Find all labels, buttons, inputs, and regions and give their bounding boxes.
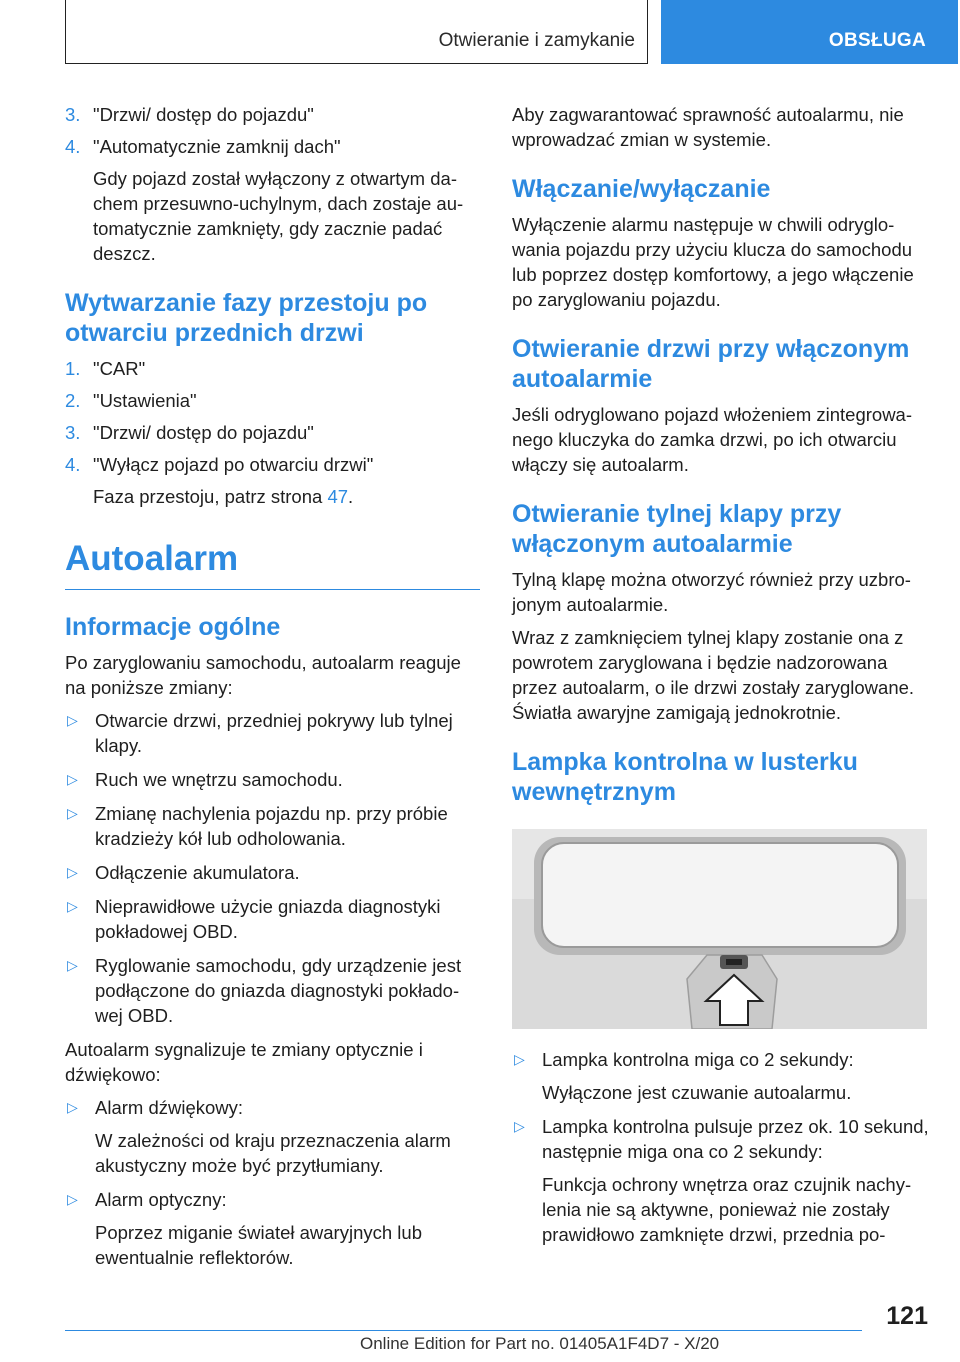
general-intro: Po zaryglowaniu samochodu, autoalarm reaguje na poniższe zmiany: bbox=[65, 652, 461, 698]
trigger-text: Ruch we wnętrzu samochodu. bbox=[95, 769, 343, 790]
triangle-bullet-icon: ▷ bbox=[67, 957, 78, 973]
trigger-text: Odłączenie akumulatora. bbox=[95, 862, 300, 883]
trigger-text: Ryglowanie samochodu, gdy urządzenie jest podłączone do gniazda diagnostyki pokładowej OBD. bbox=[95, 955, 462, 1026]
step-text: "Wyłącz pojazd po otwarciu drzwi" bbox=[93, 454, 374, 475]
triangle-bullet-icon: ▷ bbox=[67, 712, 78, 728]
step-text: "Drzwi/ dostęp do pojazdu" bbox=[93, 104, 314, 125]
heading-doors: Otwieranie drzwi przy włączonym autoalarmie bbox=[512, 335, 910, 393]
signal-detail: Poprzez miganie świateł awaryjnych lub ewentualnie reflektorów. bbox=[95, 1222, 422, 1268]
settings-list-idle bbox=[65, 356, 480, 477]
heading-general-info: Informacje ogólne bbox=[65, 613, 281, 641]
signal-detail: W zależności od kraju przeznaczenia alarm akustyczny może być przytłumiany. bbox=[95, 1130, 451, 1176]
triangle-bullet-icon: ▷ bbox=[67, 864, 78, 880]
footer-divider bbox=[65, 1330, 862, 1331]
trigger-text: Nieprawidłowe użycie gniazda diagnostyki pokładowej OBD. bbox=[95, 896, 441, 942]
step-number: 2. bbox=[65, 390, 81, 411]
indicator-detail: Funkcja ochrony wnętrza oraz czujnik nachylenia nie są aktywne, ponieważ nie zostały prawidłowo zamknięte drzwi, przednia po- bbox=[542, 1174, 912, 1245]
list-item bbox=[65, 860, 480, 885]
list-item bbox=[65, 134, 480, 159]
footer-edition: Online Edition for Part no. 01405A1F4D7 - X/20 bbox=[360, 1334, 720, 1353]
list-item bbox=[65, 452, 480, 477]
list-item bbox=[65, 801, 480, 851]
triangle-bullet-icon: ▷ bbox=[67, 771, 78, 787]
idle-note-text: Faza przestoju, patrz strona bbox=[93, 486, 328, 507]
triangle-bullet-icon: ▷ bbox=[67, 898, 78, 914]
mirror-illustration-svg bbox=[512, 829, 927, 1029]
list-item bbox=[65, 388, 480, 413]
step-number: 3. bbox=[65, 104, 81, 125]
heading-autoalarm: Autoalarm bbox=[65, 539, 480, 590]
page-number: 121 bbox=[886, 1302, 928, 1330]
step-number: 4. bbox=[65, 136, 81, 157]
heading-tailgate: Otwieranie tylnej klapy przy włączonym autoalarmie bbox=[512, 500, 842, 558]
heading-idle-phase: Wytwarzanie fazy przestoju po otwarciu przednich drzwi bbox=[65, 289, 428, 347]
step-text: "Drzwi/ dostęp do pojazdu" bbox=[93, 422, 314, 443]
list-item bbox=[512, 1114, 930, 1247]
list-item bbox=[65, 708, 480, 758]
tailgate-text-2: Wraz z zamknięciem tylnej klapy zostanie ona z powrotem zaryglowana i będzie nadzorowana przez autoalarm, o ile drzwi zostały zaryglowane. Światła awaryjne zamigają jednokrotnie. bbox=[512, 627, 915, 723]
right-column bbox=[512, 102, 930, 1256]
section-tab[interactable] bbox=[661, 0, 958, 64]
triangle-bullet-icon: ▷ bbox=[67, 1191, 78, 1207]
signal-intro: Autoalarm sygnalizuje te zmiany optycznie i dźwiękowo: bbox=[65, 1039, 423, 1085]
list-item bbox=[512, 1047, 930, 1105]
heading-indicator-lamp: Lampka kontrolna w lusterku wewnętrznym bbox=[512, 748, 858, 806]
intro-text: Aby zagwarantować sprawność autoalarmu, nie wprowadzać zmian w systemie. bbox=[512, 104, 904, 150]
list-item bbox=[65, 1095, 480, 1178]
tailgate-text-1: Tylną klapę można otworzyć również przy uzbrojonym autoalarmie. bbox=[512, 569, 911, 615]
idle-note-end: . bbox=[348, 486, 354, 507]
mirror-illustration bbox=[512, 829, 927, 1029]
list-item bbox=[65, 953, 480, 1028]
doors-text: Jeśli odryglowano pojazd włożeniem zintegrowanego kluczyka do zamka drzwi, po ich otwarciu włączy się autoalarm. bbox=[512, 404, 913, 475]
indicator-label: Lampka kontrolna miga co 2 sekundy: bbox=[542, 1049, 854, 1070]
trigger-text: Otwarcie drzwi, przedniej pokrywy lub tylnej klapy. bbox=[95, 710, 453, 756]
list-item bbox=[65, 894, 480, 944]
triangle-bullet-icon: ▷ bbox=[514, 1118, 525, 1134]
trigger-list bbox=[65, 708, 480, 1028]
on-off-text: Wyłączenie alarmu następuje w chwili odryglowania pojazdu przy użyciu klucza do samochodu lub poprzez dostęp komfortowy, a jego włączenie po zaryglowaniu pojazdu. bbox=[512, 214, 914, 310]
roof-note: Gdy pojazd został wyłączony z otwartym dachem przesuwno-uchylnym, dach zostaje automatycznie zamknięty, gdy zacznie padać deszcz. bbox=[93, 168, 464, 264]
heading-on-off: Włączanie/wyłączanie bbox=[512, 175, 771, 203]
chapter-title: Otwieranie i zamykanie bbox=[438, 30, 635, 51]
step-number: 4. bbox=[65, 454, 81, 475]
indicator-list bbox=[512, 1047, 930, 1247]
idle-note bbox=[65, 484, 480, 509]
signal-list bbox=[65, 1095, 480, 1270]
triangle-bullet-icon: ▷ bbox=[514, 1051, 525, 1067]
step-number: 1. bbox=[65, 358, 81, 379]
step-number: 3. bbox=[65, 422, 81, 443]
triangle-bullet-icon: ▷ bbox=[67, 805, 78, 821]
left-column bbox=[65, 102, 480, 1279]
step-text: "Ustawienia" bbox=[93, 390, 197, 411]
page-link[interactable]: 47 bbox=[327, 486, 349, 507]
list-item bbox=[65, 102, 480, 127]
trigger-text: Zmianę nachylenia pojazdu np. przy próbie kradzieży kół lub odholowania. bbox=[95, 803, 448, 849]
triangle-bullet-icon: ▷ bbox=[67, 1099, 78, 1115]
list-item bbox=[65, 420, 480, 445]
step-text: "Automatycznie zamknij dach" bbox=[93, 136, 341, 157]
step-text: "CAR" bbox=[93, 358, 146, 379]
settings-list-roof bbox=[65, 102, 480, 159]
signal-label: Alarm dźwiękowy: bbox=[95, 1097, 244, 1118]
indicator-label: Lampka kontrolna pulsuje przez ok. 10 sekund, następnie miga ona co 2 sekundy: bbox=[542, 1116, 929, 1162]
header-box bbox=[65, 0, 648, 64]
list-item bbox=[65, 356, 480, 381]
list-item bbox=[65, 767, 480, 792]
signal-label: Alarm optyczny: bbox=[95, 1189, 227, 1210]
section-tab-label: OBSŁUGA bbox=[828, 30, 926, 51]
list-item bbox=[65, 1187, 480, 1270]
indicator-detail: Wyłączone jest czuwanie autoalarmu. bbox=[542, 1082, 852, 1103]
